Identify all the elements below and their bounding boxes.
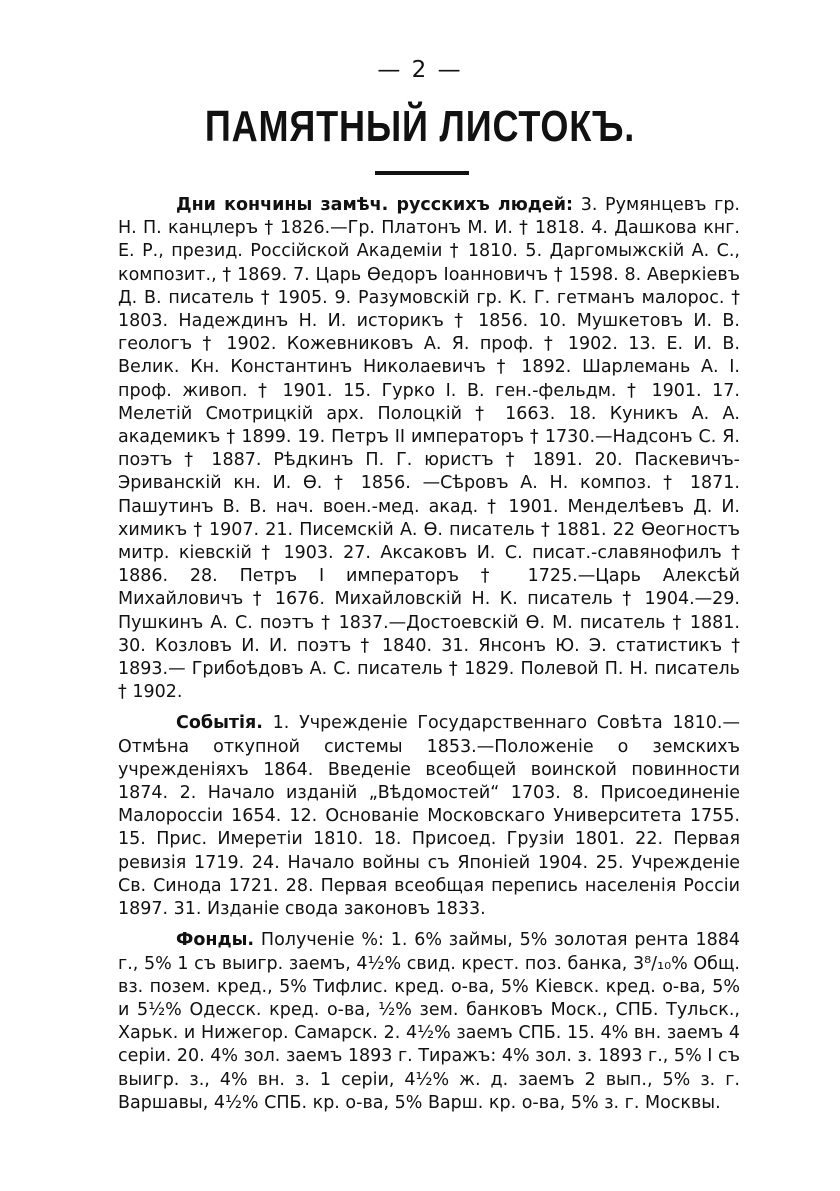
section-text: 1. Учрежденіе Государственнаго Совѣта 1810.— Отмѣна откупной системы 1853.—Положеніе о земскихъ учрежденіяхъ 1864. Введеніе всеобщей воинской повинности 1874. 2. Начало изданій „Вѣдомостей“ 1703. 8. Присоединеніе Малороссіи 1654. 12. Основаніе Московскаго Университета 1755. 15. Прис. Имеретіи 1810. 18. Присоед. Грузіи 1801. 22. Первая ревизія 1719. 24. Начало войны съ Японіей 1904. 25. Учрежденіе Св. Синода 1721. 28. Первая всеобщая перепись населенія Россіи 1897. 31. Изданіе свода законовъ 1833.	[118, 713, 740, 920]
section-label: Дни кончины замѣч. русскихъ людей:	[176, 195, 574, 215]
page-number: — 2 —	[377, 57, 463, 83]
section-text: Полученіе %: 1. 6% займы, 5% золотая рента 1884 г., 5% 1 съ выигр. заемъ, 4½% свид. крест. поз. банка, 3⁸/₁₀% Общ. вз. позем. кред., 5% Тифлис. кред. о-ва, 5% Кіевск. кред. о-ва, 5% и 5½% Одесск. кред. о-ва, ½% зем. банковъ Моск., СПБ. Тульск., Харьк. и Нижегор. Самарск. 2. 4½% заемъ СПБ. 15. 4% вн. заемъ 4 серіи. 20. 4% зол. заемъ 1893 г. Тиражъ: 4% зол. з. 1893 г., 5% I съ выигр. з., 4% вн. з. 1 серіи, 4½% ж. д. заемъ 2 вып., 5% з. г. Варшавы, 4½% СПБ. кр. о-ва, 5% Варш. кр. о-ва, 5% з. г. Москвы.	[118, 930, 740, 1113]
section-events	[118, 712, 740, 921]
section-funds	[118, 929, 740, 1115]
section-label: Фонды.	[176, 930, 255, 951]
section-text: 3. Румянцевъ гр. Н. П. канцлеръ † 1826.—Гр. Платонъ М. И. † 1818. 4. Дашкова кнг. Е. Р., презид. Россійской Академіи † 1810. 5. Даргомыжскій А. С., композит., † 1869. 7. Царь Өедоръ Іоанновичъ † 1598. 8. Аверкіевъ Д. В. писатель † 1905. 9. Разумовскій гр. К. Г. гетманъ малорос. † 1803. Надеждинъ Н. И. историкъ † 1856. 10. Мушкетовъ И. В. геологъ † 1902. Кожевниковъ А. Я. проф. † 1902. 13. Е. И. В. Велик. Кн. Константинъ Николаевичъ † 1892. Шарлемань А. І. проф. живоп. † 1901. 15. Гурко І. В. ген.-фельдм. † 1901. 17. Мелетій Смотрицкій арх. Полоцкій † 1663. 18. Куникъ А. А. академикъ † 1899. 19. Петръ II императоръ † 1730.—Надсонъ С. Я. поэтъ † 1887. Рѣдкинъ П. Г. юристъ † 1891. 20. Паскевичъ-Эриванскій кн. И. Ө. † 1856. —Сѣровъ А. Н. композ. † 1871. Пашутинъ В. В. нач. воен.-мед. акад. † 1901. Менделѣевъ Д. И. химикъ † 1907. 21. Писемскій А. Ө. писатель † 1881. 22 Өеогностъ митр. кіевскій † 1903. 27. Аксаковъ И. С. писат.-славянофилъ † 1886. 28. Петръ І императоръ † 1725.—Царь Алексѣй Михайловичъ † 1676. Михайловскій Н. К. писатель † 1904.—29. Пушкинъ А. С. поэтъ † 1837.—Достоевскій Ө. М. писатель † 1881. 30. Козловъ И. И. поэтъ † 1840. 31. Янсонъ Ю. Э. статистикъ † 1893.— Грибоѣдовъ А. С. писатель † 1829. Полевой П. Н. писатель † 1902.	[118, 195, 740, 703]
page-title: ПАМЯТНЫЙ ЛИСТОКЪ.	[204, 102, 636, 151]
section-death-anniversaries	[118, 194, 740, 704]
section-label: Событія.	[176, 713, 263, 734]
page-content	[118, 194, 740, 1123]
title-divider	[375, 171, 469, 175]
